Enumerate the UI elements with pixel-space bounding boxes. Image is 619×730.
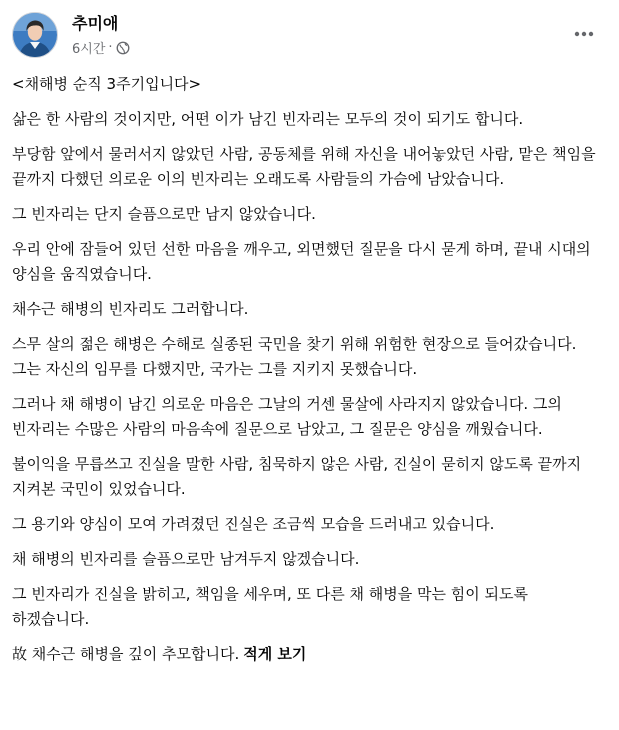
post-meta [72, 38, 130, 57]
post-paragraph: 채수근 해병의 빈자리도 그러합니다. [12, 300, 249, 318]
post-paragraph: 그러나 채 해병이 남긴 의로운 마음은 그날의 거센 물살에 사라지지 않았습니다. 그의 빈자리는 수많은 사람의 마음속에 질문으로 남았고, 그 질문은 양심을 깨웠습니다. [12, 395, 562, 438]
post-title-line: <채해병 순직 3주기입니다> [12, 75, 202, 93]
meta-separator: · [108, 40, 113, 55]
globe-icon[interactable] [116, 41, 130, 55]
post-paragraph: 우리 안에 잠들어 있던 선한 마음을 깨우고, 외면했던 질문을 다시 묻게 하며, 끝내 시대의 양심을 움직였습니다. [12, 240, 591, 283]
more-options-button[interactable] [566, 16, 602, 52]
post-paragraph: 스무 살의 젊은 해병은 수해로 실종된 국민을 찾기 위해 위험한 현장으로 들어갔습니다. 그는 자신의 임무를 다했지만, 국가는 그를 지키지 못했습니다. [12, 335, 577, 378]
author-avatar[interactable] [12, 12, 58, 58]
post-paragraph: 그 용기와 양심이 모여 가려졌던 진실은 조금씩 모습을 드러내고 있습니다. [12, 515, 495, 533]
post-closing-text: 故 채수근 해병을 깊이 추모합니다. [12, 645, 240, 663]
post-paragraph: 부당함 앞에서 물러서지 않았던 사람, 공동체를 위해 자신을 내어놓았던 사람, 맡은 책임을 끝까지 다했던 의로운 이의 빈자리는 오래도록 사람들의 가슴에 남았습니다. [12, 145, 596, 188]
post-paragraph: 그 빈자리는 단지 슬픔으로만 남지 않았습니다. [12, 205, 316, 223]
author-name[interactable]: 추미애 [72, 14, 119, 33]
post-closing-paragraph [12, 642, 604, 667]
post-timestamp[interactable]: 6시간 [72, 42, 106, 57]
post-paragraph: 삶은 한 사람의 것이지만, 어떤 이가 남긴 빈자리는 모두의 것이 되기도 합니다. [12, 110, 524, 128]
post-body [12, 72, 604, 677]
more-horizontal-icon [574, 31, 594, 37]
avatar-image [13, 13, 57, 57]
post-header [0, 0, 619, 66]
see-less-button[interactable]: 적게 보기 [243, 645, 307, 663]
post-paragraph: 불이익을 무릅쓰고 진실을 말한 사람, 침묵하지 않은 사람, 진실이 묻히지 않도록 끝까지 지켜본 국민이 있었습니다. [12, 455, 582, 498]
post-paragraph: 그 빈자리가 진실을 밝히고, 책임을 세우며, 또 다른 채 해병을 막는 힘이 되도록 하겠습니다. [12, 585, 528, 628]
post-paragraph: 채 해병의 빈자리를 슬픔으로만 남겨두지 않겠습니다. [12, 550, 360, 568]
